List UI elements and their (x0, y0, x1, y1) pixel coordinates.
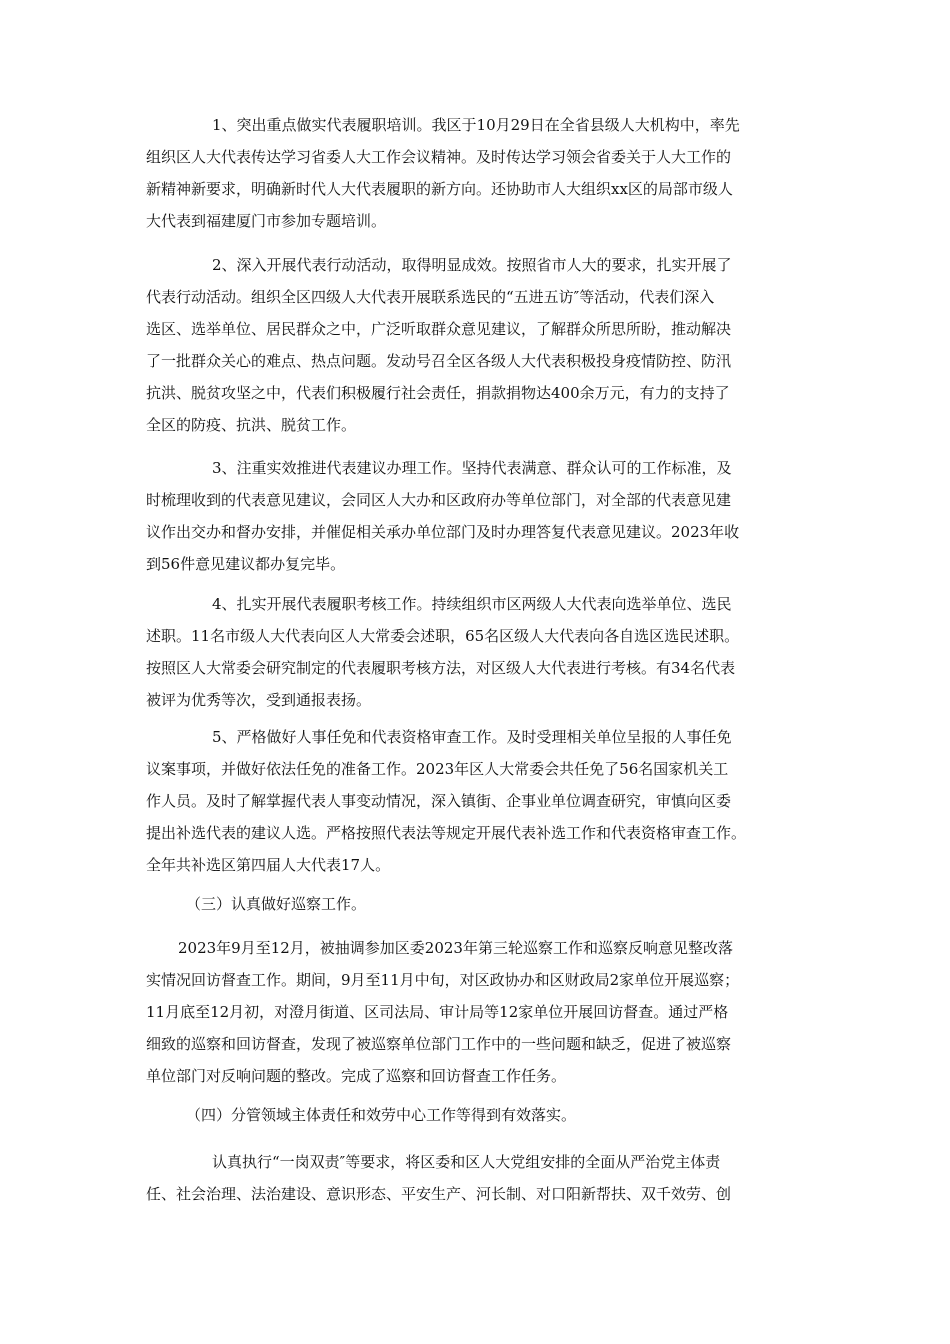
text-line: 提出补选代表的建议人选。严格按照代表法等规定开展代表补选工作和代表资格审查工作。 (146, 824, 747, 842)
paragraph-training (146, 109, 814, 237)
text-line: 大代表到福建厦门市参加专题培训。 (146, 212, 387, 230)
text-line: 2、深入开展代表行动活动，取得明显成效。按照省市人大的要求，扎实开展了 (212, 256, 732, 274)
paragraph-personnel (146, 721, 814, 881)
text-line: 被评为优秀等次，受到通报表扬。 (146, 691, 372, 709)
text-line: 按照区人大常委会研究制定的代表履职考核方法，对区级人大代表进行考核。有34名代表 (146, 659, 736, 677)
text-line: 实情况回访督查工作。期间，9月至11月中旬，对区政协办和区财政局2家单位开展巡察； (146, 971, 740, 989)
text-line: 3、注重实效推进代表建议办理工作。坚持代表满意、群众认可的工作标准，及 (212, 459, 732, 477)
text-line: 4、扎实开展代表履职考核工作。持续组织市区两级人大代表向选举单位、选民 (212, 595, 732, 613)
text-line: 11月底至12月初，对澄月街道、区司法局、审计局等12家单位开展回访督查。通过严格 (146, 1003, 729, 1021)
paragraph-suggestions (146, 452, 814, 580)
text-line: 作人员。及时了解掌握代表人事变动情况，深入镇街、企事业单位调查研究，审慎向区委 (146, 792, 732, 810)
text-line: 述职。11名市级人大代表向区人大常委会述职，65名区级人大代表向各自选区选民述职。 (146, 627, 740, 645)
text-line: 了一批群众关心的难点、热点问题。发动号召全区各级人大代表积极投身疫情防控、防汛 (146, 352, 732, 370)
text-line: 代表行动活动。组织全区四级人大代表开展联系选民的“五进五访″等活动，代表们深入 (146, 288, 715, 306)
section-heading: （三）认真做好巡察工作。 (186, 895, 367, 913)
text-line: 议案事项，并做好依法任免的准备工作。2023年区人大常委会共任免了56名国家机关工 (146, 760, 729, 778)
paragraph-responsibility (146, 1146, 814, 1210)
text-line: 全年共补选区第四届人大代表17人。 (146, 856, 391, 874)
text-line: 到56件意见建议都办复完毕。 (146, 555, 346, 573)
text-line: 细致的巡察和回访督查，发现了被巡察单位部门工作中的一些问题和缺乏，促进了被巡察 (146, 1035, 732, 1053)
text-line: 认真执行“一岗双责″等要求，将区委和区人大党组安排的全面从严治党主体责 (212, 1153, 721, 1171)
text-line: 1、突出重点做实代表履职培训。我区于10月29日在全省县级人大机构中，率先 (212, 116, 740, 134)
text-line: 新精神新要求，明确新时代人大代表履职的新方向。还协助市人大组织xx区的局部市级人 (146, 180, 733, 198)
section-heading: （四）分管领域主体责任和效劳中心工作等得到有效落实。 (186, 1106, 577, 1124)
text-line: 抗洪、脱贫攻坚之中，代表们积极履行社会责任，捐款捐物达400余万元，有力的支持了 (146, 384, 730, 402)
text-line: 5、严格做好人事任免和代表资格审查工作。及时受理相关单位呈报的人事任免 (212, 728, 732, 746)
text-line: 议作出交办和督办安排，并催促相关承办单位部门及时办理答复代表意见建议。2023年收 (146, 523, 740, 541)
text-line: 组织区人大代表传达学习省委人大工作会议精神。及时传达学习领会省委关于人大工作的 (146, 148, 732, 166)
text-line: 单位部门对反响问题的整改。完成了巡察和回访督查工作任务。 (146, 1067, 567, 1085)
text-line: 选区、选举单位、居民群众之中，广泛听取群众意见建议，了解群众所思所盼，推动解决 (146, 320, 732, 338)
text-line: 任、社会治理、法治建设、意识形态、平安生产、河长制、对口阳新帮扶、双千效劳、创 (146, 1185, 732, 1203)
paragraph-action (146, 249, 814, 441)
paragraph-assessment (146, 588, 814, 716)
text-line: 时梳理收到的代表意见建议，会同区人大办和区政府办等单位部门，对全部的代表意见建 (146, 491, 732, 509)
section-heading-responsibility (146, 1099, 814, 1131)
text-line: 2023年9月至12月，被抽调参加区委2023年第三轮巡察工作和巡察反响意见整改落 (178, 939, 733, 957)
paragraph-inspection (146, 932, 814, 1092)
section-heading-inspection (146, 888, 814, 920)
text-line: 全区的防疫、抗洪、脱贫工作。 (146, 416, 357, 434)
